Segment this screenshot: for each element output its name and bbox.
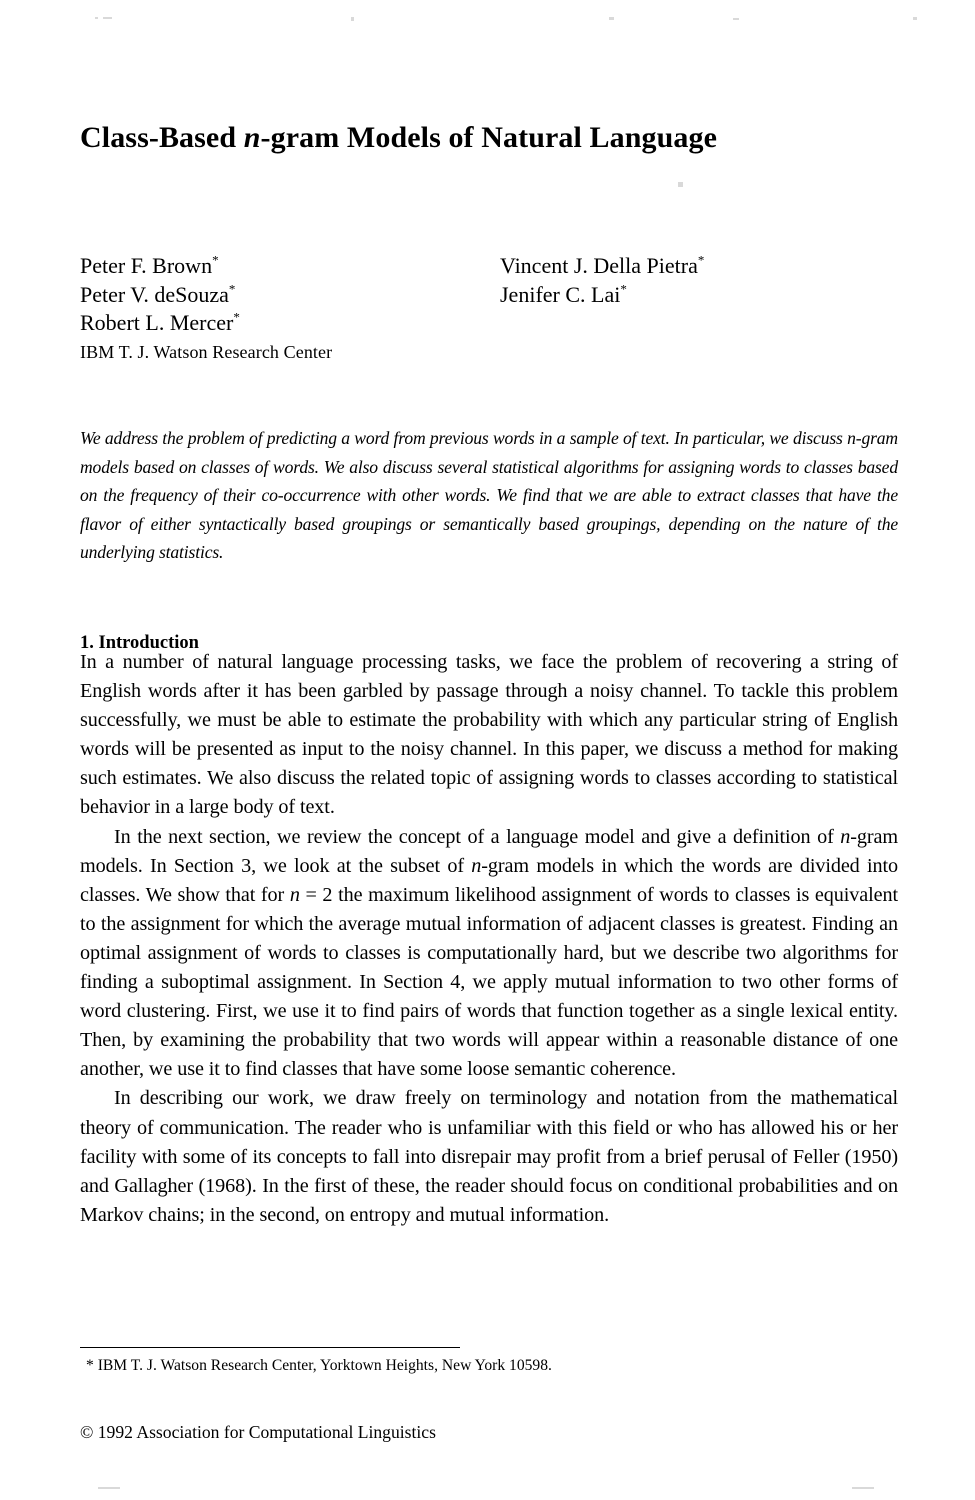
text-run: -gram models. In Section 3, we look at the subset of <box>80 825 898 877</box>
footnote-marker-icon: * <box>212 252 219 268</box>
scan-speck <box>913 17 917 20</box>
author-name <box>500 252 898 281</box>
text-run: In the next section, we review the concept of a language model and give a definition of <box>114 825 841 848</box>
copyright-line: © 1992 Association for Computational Linguistics <box>80 1422 436 1442</box>
abstract: We address the problem of predicting a word from previous words in a sample of text. In particular, we discuss n-gram models based on classes of words. We also discuss several statistical algorithms for assigning words to classes based on the frequency of their co-occurrence with other words. We find that we are able to extract classes that have the flavor of either syntactically based groupings or semantically based groupings, depending on the nature of the underlying statistics. <box>80 428 898 563</box>
body-text <box>80 648 898 1230</box>
section-heading-introduction: 1. Introduction <box>80 633 199 654</box>
footnote-marker-icon: * <box>233 309 240 325</box>
author-name <box>80 252 480 281</box>
math-italic-run: n <box>289 883 300 906</box>
footnote-text: * IBM T. J. Watson Research Center, Yorktown Heights, New York 10598. <box>86 1357 552 1374</box>
footnote-rule <box>80 1347 460 1348</box>
title-part-post: -gram Models of Natural <box>260 121 582 155</box>
author-label: Peter V. deSouza <box>80 281 229 307</box>
author-column-right <box>500 252 898 309</box>
title-part-pre: Class-Based <box>80 121 244 155</box>
footnote-marker-icon: * <box>228 281 236 297</box>
text-run: In describing our work, we draw freely on terminology and notation from the mathematical theory of communication. The reader who is unfamiliar with this field or who has allowed his or her facility with some of its concepts to fall into disrepair may profit from a brief perusal of Feller (1950) and Gallagher (1968). In the first of these, the reader should focus on conditional probabilities and on Markov chains; in the second, on entropy and mutual information. <box>80 1087 898 1226</box>
math-italic-run: n <box>840 825 851 848</box>
title-italic-n: n <box>243 121 261 155</box>
page-content <box>80 0 898 1500</box>
title-line-2: Language <box>589 121 718 155</box>
author-label: Vincent J. Della Pietra <box>500 253 698 278</box>
body-paragraph <box>80 648 898 823</box>
author-name <box>500 281 898 310</box>
author-name <box>80 281 480 310</box>
text-run: -gram models in which the words are divided into classes. We show that for <box>80 854 898 906</box>
author-label: Robert L. Mercer <box>80 310 234 335</box>
text-run: In a number of natural language processing tasks, we face the problem of recovering a string of English words after it has been garbled by passage through a noisy channel. To tackle this problem successfully, we must be able to estimate the probability with which any particular string of English words will be presented as input to the noisy channel. In this paper, we discuss a method for making such estimates. We also discuss the related topic of assigning words to classes according to statistical behavior in a large body of text. <box>80 651 898 819</box>
affiliation: IBM T. J. Watson Research Center <box>80 341 333 362</box>
footnote-marker-icon: * <box>620 281 627 297</box>
author-label: Peter F. Brown <box>80 253 213 278</box>
text-run: = 2 the maximum likelihood assignment of words to classes is equivalent to the assignment for which the average mutual information of adjacent classes is greatest. Finding an optimal assignment of words to classes is computationally hard, but we describe two algorithms for finding a suboptimal assignment. In Section 4, we apply mutual information to two other forms of word clustering. First, we use it to find pairs of words that function together as a single lexical entity. Then, by examining the probability that two words will appear within a reasonable distance of one another, we use it to find classes that have some loose semantic coherence. <box>80 883 898 1081</box>
author-label: Jenifer C. Lai <box>500 281 621 307</box>
math-italic-run: n <box>471 854 482 877</box>
author-column-left <box>80 252 480 366</box>
footnote-marker-icon: * <box>697 252 705 268</box>
author-name <box>80 309 480 338</box>
page-title <box>80 116 720 159</box>
body-paragraph <box>80 823 898 1085</box>
body-paragraph <box>80 1084 898 1229</box>
